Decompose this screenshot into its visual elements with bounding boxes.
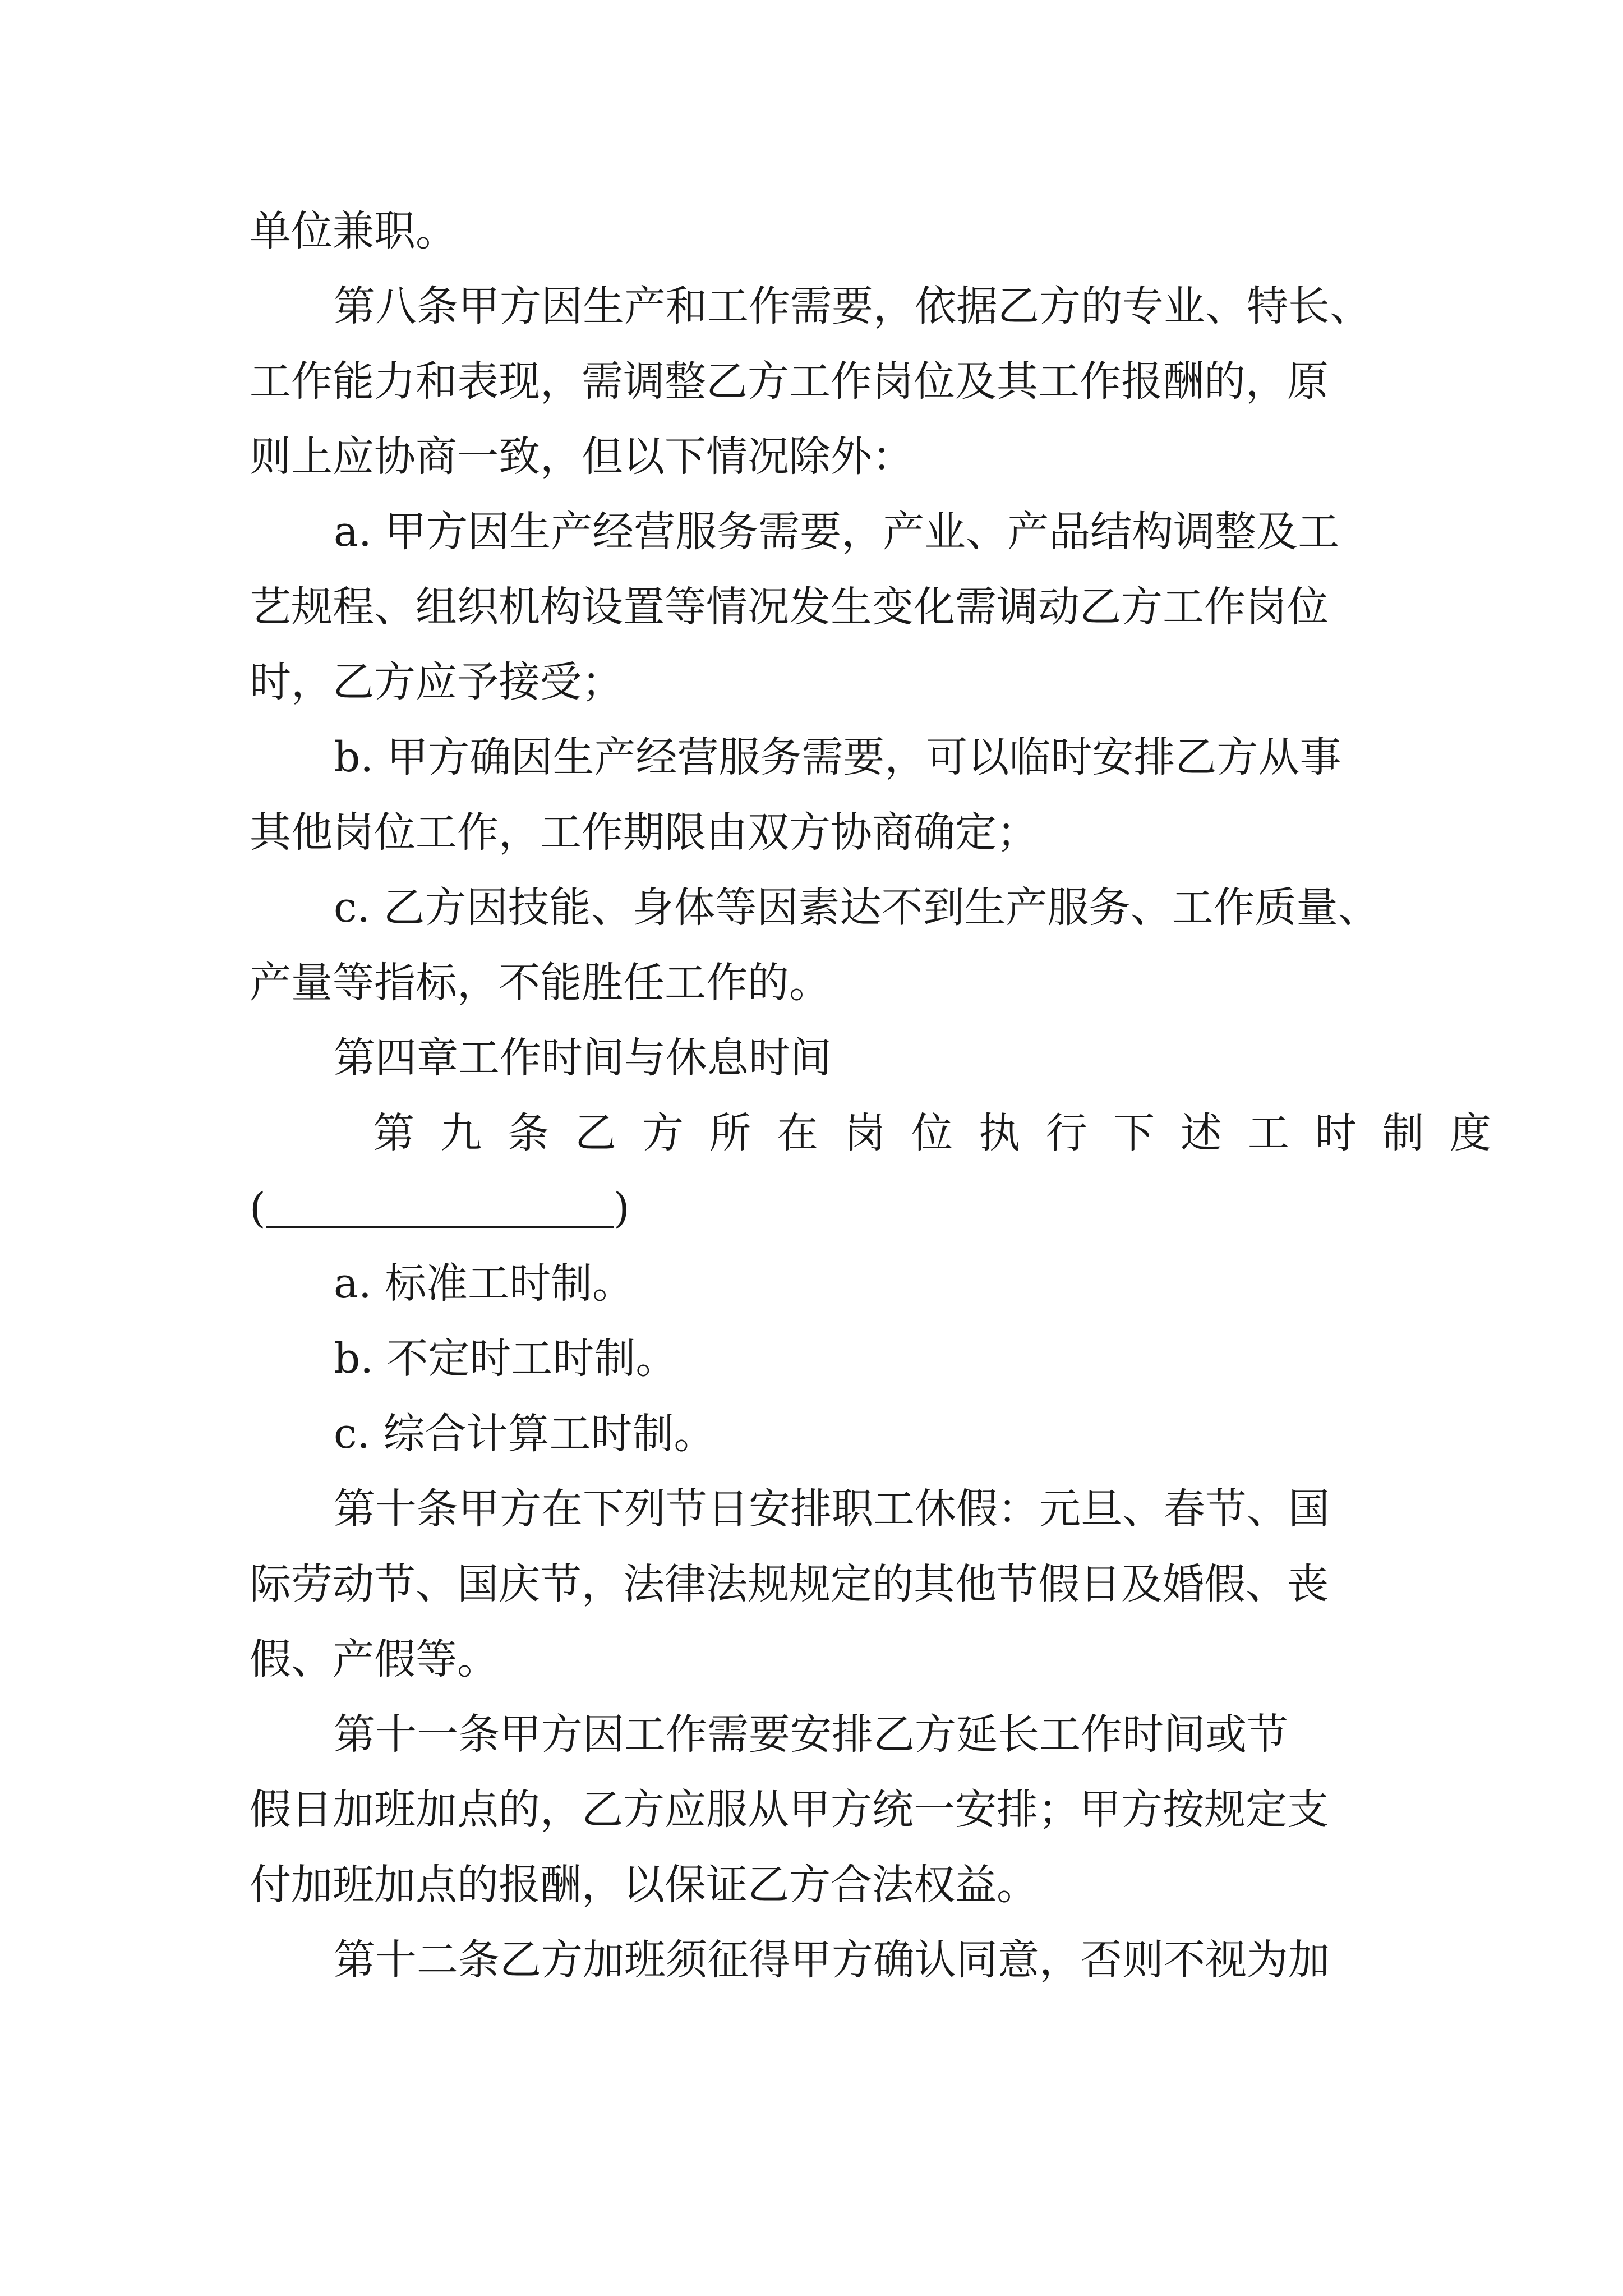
line-text: 时，乙方应予接受； bbox=[250, 658, 623, 706]
line-text: 产量等指标，不能胜任工作的。 bbox=[250, 959, 831, 1007]
article-8-line bbox=[250, 269, 1377, 344]
paragraph-line bbox=[250, 419, 1377, 494]
line-text: 第八条甲方因生产和工作需要，依据乙方的专业、特长、 bbox=[334, 282, 1371, 330]
paragraph-line bbox=[250, 569, 1377, 645]
line-text: a. 标准工时制。 bbox=[334, 1259, 634, 1308]
fill-in-blank bbox=[266, 1185, 614, 1228]
line-text: c. 乙方因技能、身体等因素达不到生产服务、工作质量、 bbox=[334, 884, 1380, 932]
option-b-line bbox=[250, 1321, 1377, 1396]
line-text: c. 综合计算工时制。 bbox=[334, 1410, 716, 1458]
line-text: b. 甲方确因生产经营服务需要，可以临时安排乙方从事 bbox=[334, 733, 1341, 781]
article-12-line bbox=[250, 1922, 1377, 1998]
line-text: 第十二条乙方加班须征得甲方确认同意，否则不视为加 bbox=[334, 1936, 1330, 1984]
option-c-line bbox=[250, 1396, 1377, 1471]
contract-text bbox=[250, 194, 1517, 1998]
list-item-c-line bbox=[250, 870, 1380, 945]
line-text: a. 甲方因生产经营服务需要，产业、产品结构调整及工 bbox=[334, 508, 1340, 556]
paragraph-line bbox=[250, 645, 1377, 720]
line-text: 则上应协商一致，但以下情况除外： bbox=[250, 432, 914, 481]
line-text: 第九条乙方所在岗位执行下述工时制度 bbox=[373, 1109, 1517, 1157]
line-text: 艺规程、组织机构设置等情况发生变化需调动乙方工作岗位 bbox=[250, 583, 1329, 631]
line-text: 第四章工作时间与休息时间 bbox=[334, 1034, 832, 1082]
line-text: 工作能力和表现，需调整乙方工作岗位及其工作报酬的，原 bbox=[250, 357, 1329, 406]
paragraph-line bbox=[250, 795, 1377, 870]
article-9-line bbox=[250, 1096, 1517, 1171]
line-text: 第十条甲方在下列节日安排职工休假：元旦、春节、国 bbox=[334, 1485, 1330, 1533]
line-text: 假、产假等。 bbox=[250, 1635, 499, 1683]
line-text: 际劳动节、国庆节，法律法规规定的其他节假日及婚假、丧 bbox=[250, 1560, 1329, 1608]
line-text: 单位兼职。 bbox=[250, 207, 457, 255]
line-text: 假日加班加点的，乙方应服从甲方统一安排；甲方按规定支 bbox=[250, 1786, 1329, 1834]
line-text: 第十一条甲方因工作需要安排乙方延长工作时间或节 bbox=[334, 1710, 1288, 1759]
article-11-line bbox=[250, 1697, 1377, 1772]
work-hours-blank-line bbox=[250, 1171, 1377, 1246]
line-text: 其他岗位工作，工作期限由双方协商确定； bbox=[250, 808, 1038, 857]
paragraph-line bbox=[250, 194, 1377, 269]
paragraph-line bbox=[250, 1547, 1377, 1622]
paragraph-line bbox=[250, 1622, 1377, 1697]
open-paren: ( bbox=[250, 1184, 266, 1232]
close-paren: ) bbox=[613, 1184, 630, 1232]
paragraph-line bbox=[250, 1847, 1377, 1922]
line-text: 付加班加点的报酬，以保证乙方合法权益。 bbox=[250, 1861, 1038, 1909]
paragraph-line bbox=[250, 344, 1377, 419]
option-a-line bbox=[250, 1246, 1377, 1321]
list-item-a-line bbox=[250, 494, 1377, 569]
paragraph-line bbox=[250, 1772, 1377, 1847]
list-item-b-line bbox=[250, 720, 1377, 795]
line-text: b. 不定时工时制。 bbox=[334, 1335, 677, 1383]
paragraph-line bbox=[250, 945, 1377, 1020]
chapter-4-heading bbox=[250, 1020, 1377, 1096]
article-10-line bbox=[250, 1471, 1377, 1547]
